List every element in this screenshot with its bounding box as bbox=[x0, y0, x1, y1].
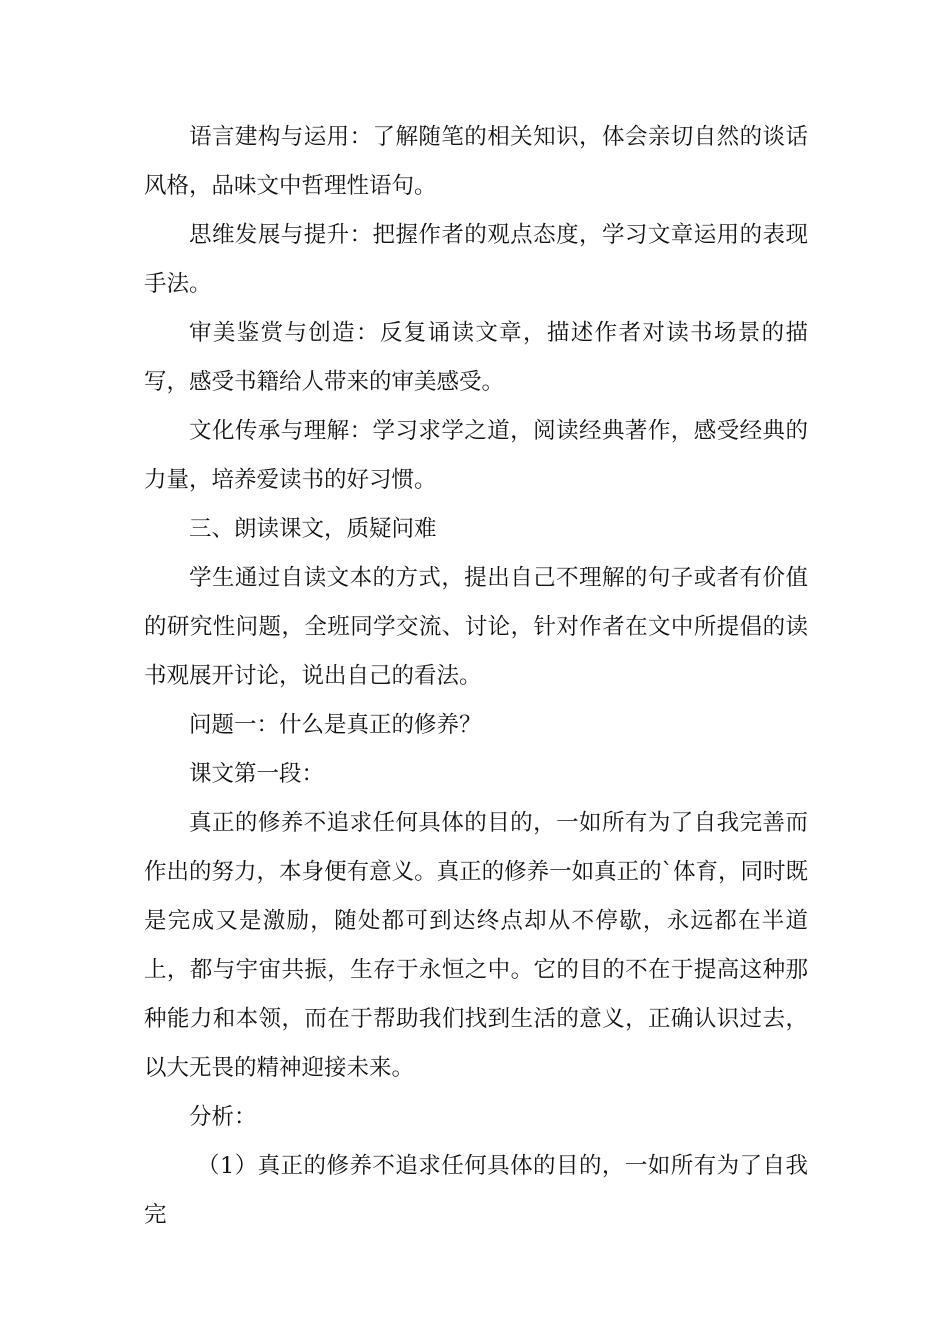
paragraph-thinking-goal: 思维发展与提升：把握作者的观点态度，学习文章运用的表现手法。 bbox=[144, 222, 808, 297]
paragraph-first-text-label: 课文第一段： bbox=[189, 761, 325, 787]
section-heading-read-and-question: 三、朗读课文，质疑问难 bbox=[189, 516, 437, 542]
paragraph-language-goal: 语言建构与运用：了解随笔的相关知识，体会亲切自然的谈话风格，品味文中哲理性语句。 bbox=[144, 124, 808, 199]
paragraph-section-three-body: 学生通过自读文本的方式，提出自己不理解的句子或者有价值的研究性问题，全班同学交流、讨论，针对作者在文中所提倡的读书观展开讨论，说出自己的看法。 bbox=[144, 565, 808, 689]
paragraph-culture-goal: 文化传承与理解：学习求学之道，阅读经典著作，感受经典的力量，培养爱读书的好习惯。 bbox=[144, 418, 808, 493]
document-body bbox=[144, 113, 808, 1240]
paragraph-analysis-label: 分析： bbox=[189, 1104, 257, 1130]
paragraph-question-one: 问题一：什么是真正的修养？ bbox=[189, 712, 482, 738]
paragraph-analysis-item-1: （1）真正的修养不追求任何具体的目的，一如所有为了自我完 bbox=[144, 1153, 808, 1228]
paragraph-first-text: 真正的修养不追求任何具体的目的，一如所有为了自我完善而作出的努力，本身便有意义。真正的修养一如真正的`体育，同时既是完成又是激励，随处都可到达终点却从不停歇，永远都在半道上，都与宇宙共振，生存于永恒之中。它的目的不在于提高这种那种能力和本领，而在于帮助我们找到生活的意义，正确认识过去，以大无畏的精神迎接未来。 bbox=[144, 810, 808, 1081]
paragraph-aesthetic-goal: 审美鉴赏与创造：反复诵读文章，描述作者对读书场景的描写，感受书籍给人带来的审美感受。 bbox=[144, 320, 808, 395]
